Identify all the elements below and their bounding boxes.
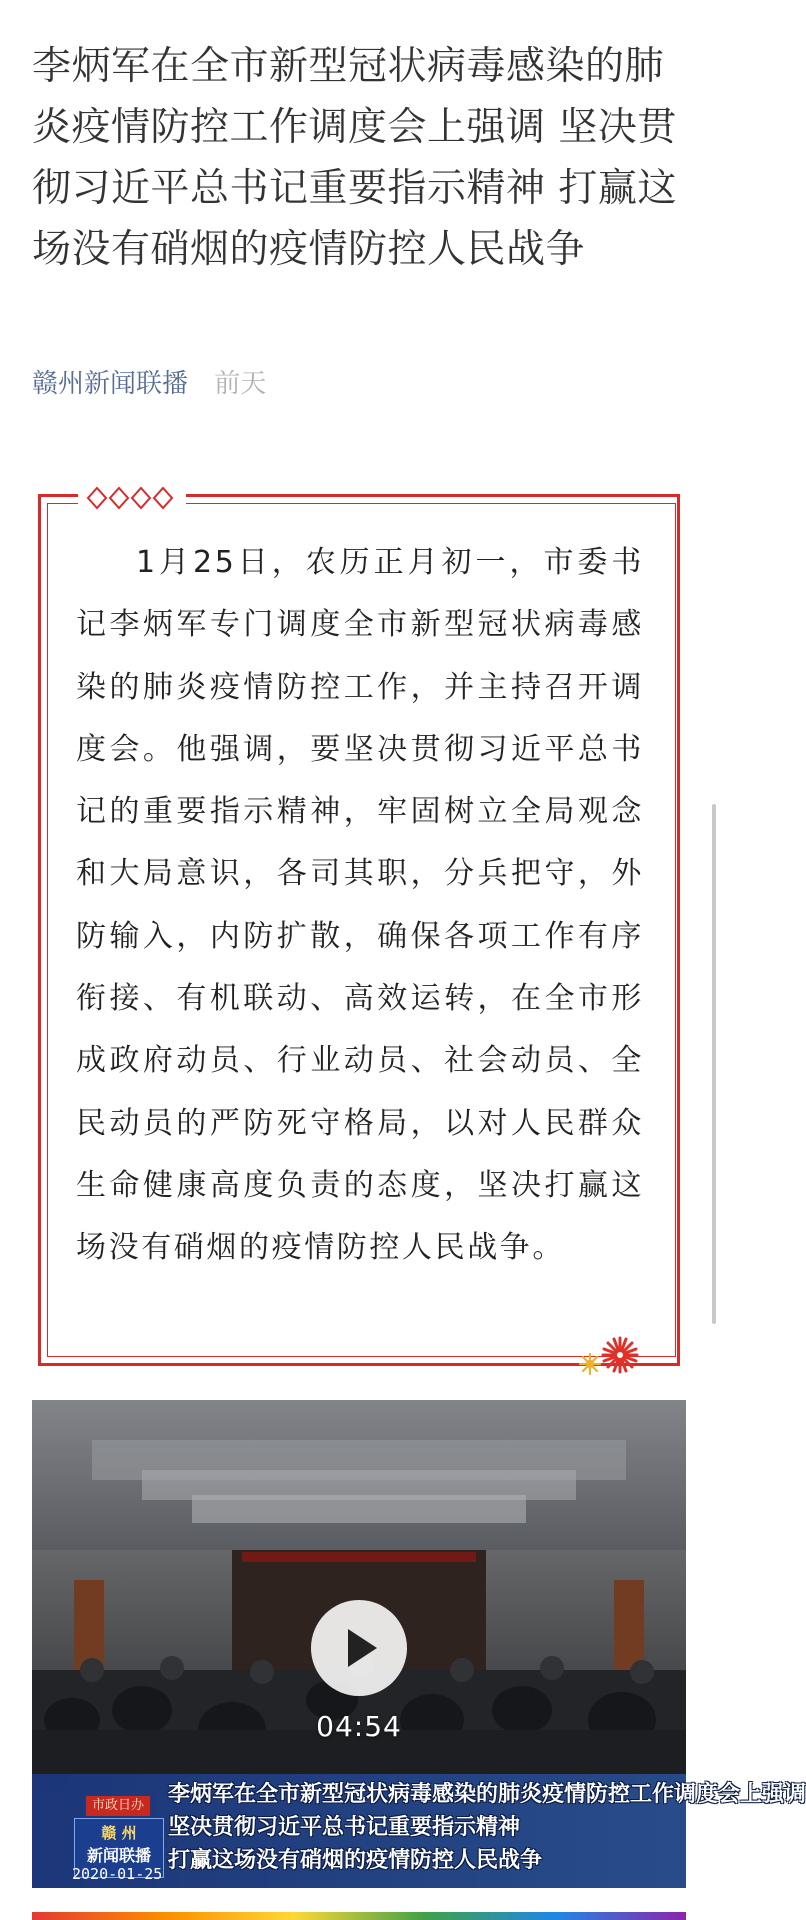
article-meta (32, 364, 266, 404)
logo-program: 新闻联播 (86, 1846, 151, 1865)
video-duration: 04:54 (316, 1710, 402, 1743)
publish-time: 前天 (214, 369, 267, 399)
logo-city: 赣 州 (101, 1824, 137, 1842)
rainbow-divider (32, 1912, 686, 1920)
channel-tag: 市政日办 (86, 1796, 150, 1816)
article-body-paragraph: 1月25日，农历正月初一，市委书记李炳军专门调度全市新型冠状病毒感染的肺炎疫情防控工作，并主持召开调度会。他强调，要坚决贯彻习近平总书记的重要指示精神，牢固树立全局观念和大局意识，各司其职，分兵把守，外防输入，内防扩散，确保各项工作有序衔接、有机联动、高效运转，在全市形成政府动员、行业动员、社会动员、全民动员的严防死守格局，以对人民群众生命健康高度负责的态度，坚决打赢这场没有硝烟的疫情防控人民战争。 (76, 545, 644, 1266)
video-caption (168, 1778, 806, 1877)
caption-line: 打赢这场没有硝烟的疫情防控人民战争 (168, 1848, 543, 1873)
diamond-ornament-icon (86, 484, 178, 512)
article-title: 李炳军在全市新型冠状病毒感染的肺炎疫情防控工作调度会上强调 坚决贯彻习近平总书记重要指示精神 打赢这场没有硝烟的疫情防控人民战争 (32, 44, 677, 272)
caption-line: 李炳军在全市新型冠状病毒感染的肺炎疫情防控工作调度会上强调 (168, 1782, 806, 1807)
video-player[interactable] (32, 1400, 806, 1888)
account-name-link[interactable]: 赣州新闻联播 (32, 369, 189, 399)
play-icon (348, 1629, 377, 1667)
scrollbar[interactable] (712, 804, 716, 1324)
flower-ornament-icon (570, 1333, 644, 1381)
broadcast-date: 2020-01-25 (72, 1865, 163, 1883)
caption-line: 坚决贯彻习近平总书记重要指示精神 (168, 1815, 521, 1840)
play-button[interactable] (311, 1600, 407, 1696)
